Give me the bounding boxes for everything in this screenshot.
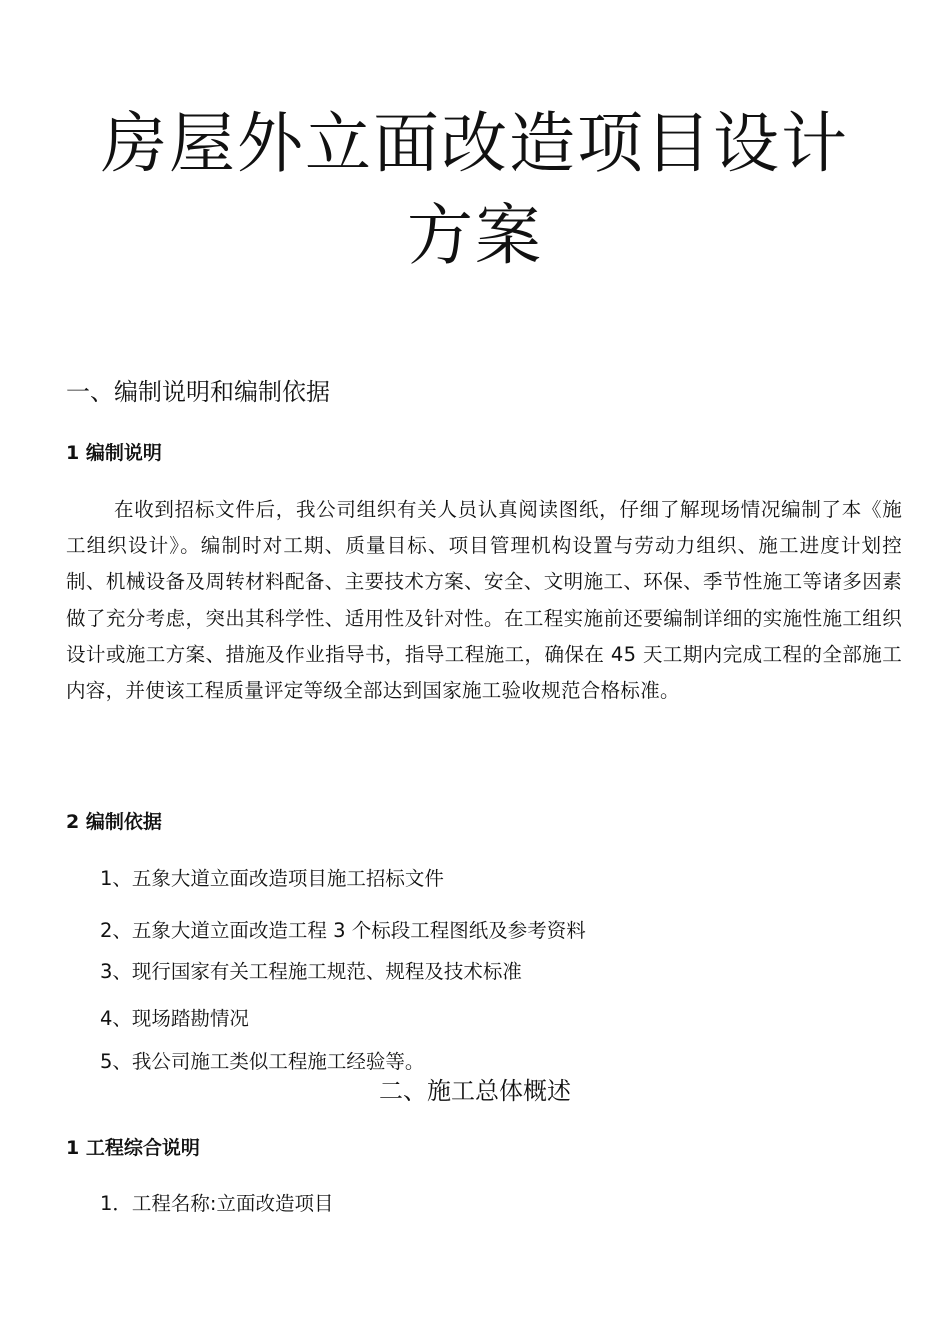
- subsection-heading-1-2: 2 编制依据: [66, 811, 162, 833]
- basis-list-item: 3、现行国家有关工程施工规范、规程及技术标准: [100, 960, 522, 983]
- basis-list-item: 4、现场踏勘情况: [100, 1007, 249, 1030]
- document-title: [60, 98, 890, 282]
- subsection-heading-1-1: 1 编制说明: [66, 442, 162, 464]
- title-line-2: 方案: [407, 197, 543, 274]
- basis-list-item: 1、五象大道立面改造项目施工招标文件: [100, 867, 444, 890]
- basis-list-item: 2、五象大道立面改造工程 3 个标段工程图纸及参考资料: [100, 919, 586, 942]
- basis-list-item: 5、我公司施工类似工程施工经验等。: [100, 1050, 425, 1073]
- title-line-1: 房屋外立面改造项目设计: [101, 105, 849, 182]
- section-heading-1: 一、编制说明和编制依据: [66, 378, 330, 406]
- subsection-heading-2-1: 1 工程综合说明: [66, 1137, 200, 1159]
- project-info-item: 1．工程名称:立面改造项目: [100, 1192, 334, 1215]
- section-heading-2: 二、施工总体概述: [379, 1077, 571, 1105]
- body-paragraph: 在收到招标文件后，我公司组织有关人员认真阅读图纸，仔细了解现场情况编制了本《施工组织设计》。编制时对工期、质量目标、项目管理机构设置与劳动力组织、施工进度计划控制、机械设备及周转材料配备、主要技术方案、安全、文明施工、环保、季节性施工等诸多因素做了充分考虑，突出其科学性、适用性及针对性。在工程实施前还要编制详细的实施性施工组织设计或施工方案、措施及作业指导书，指导工程施工，确保在 45 天工期内完成工程的全部施工内容，并使该工程质量评定等级全部达到国家施工验收规范合格标准。: [66, 498, 902, 703]
